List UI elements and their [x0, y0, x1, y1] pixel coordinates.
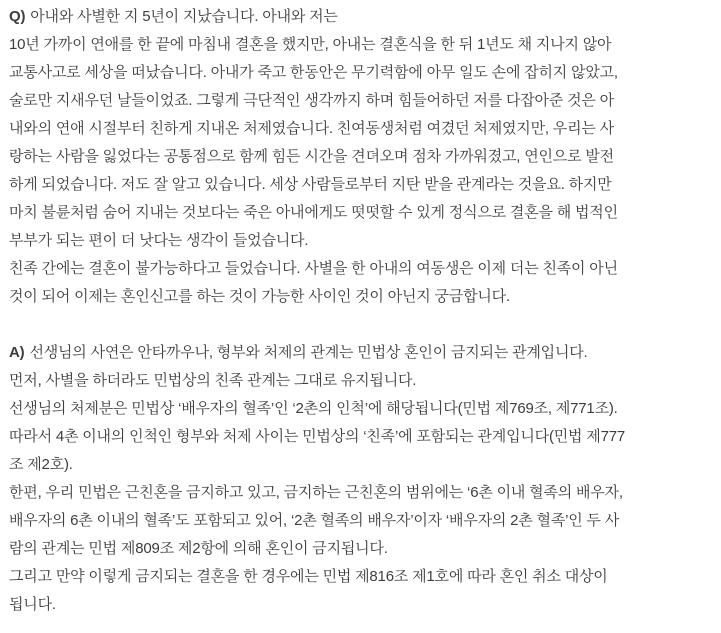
answer-line: 람의 관계는 민법 제809조 제2항에 의해 혼인이 금지됩니다.	[9, 540, 388, 557]
question-line	[9, 3, 713, 31]
question-line: 교통사고로 세상을 떠났습니다. 아내가 죽고 한동안은 무기력함에 아무 일도 손에 잡히지 않았고,	[9, 64, 618, 81]
answer-line: 먼저, 사별을 하더라도 민법상의 친족 관계는 그대로 유지됩니다.	[9, 372, 417, 389]
answer-line: 배우자의 6촌 이내의 혈족’도 포함되고 있어, ‘2촌 혈족의 배우자’이자 ‘배우자의 2촌 혈족’인 두 사	[9, 512, 620, 529]
question-line: 것이 되어 이제는 혼인신고를 하는 것이 가능한 사이인 것이 아닌지 궁금합니다.	[9, 288, 510, 305]
question-line: 10년 가까이 연애를 한 끝에 마침내 결혼을 했지만, 아내는 결혼식을 한 뒤 1년도 채 지나지 않아	[9, 36, 612, 53]
answer-line: 그리고 만약 이렇게 금지되는 결혼을 한 경우에는 민법 제816조 제1호에 따라 혼인 취소 대상이	[9, 568, 608, 585]
question-line: 친족 간에는 결혼이 불가능하다고 들었습니다. 사별을 한 아내의 여동생은 이제 더는 친족이 아닌	[9, 260, 618, 277]
question-line: 랑하는 사람을 잃었다는 공통점으로 함께 힘든 시간을 견뎌오며 점차 가까워졌고, 연인으로 발전	[9, 148, 614, 165]
question-prefix: Q)	[9, 8, 26, 25]
answer-line: 한편, 우리 민법은 근친혼을 금지하고 있고, 금지하는 근친혼의 범위에는 ‘6촌 이내 혈족의 배우자,	[9, 484, 623, 501]
answer-prefix: A)	[9, 344, 25, 361]
answer-line: 됩니다.	[9, 596, 56, 613]
answer-line-text: 선생님의 사연은 안타까우나, 형부와 처제의 관계는 민법상 혼인이 금지되는 관계입니다.	[29, 344, 588, 361]
answer-line: 따라서 4촌 이내의 인척인 형부와 처제 사이는 민법상의 ‘친족’에 포함되는 관계입니다(민법 제777	[9, 428, 626, 445]
answer-block	[9, 339, 713, 619]
question-block	[9, 3, 713, 311]
answer-line: 조 제2호).	[9, 456, 73, 473]
answer-line	[9, 339, 713, 367]
answer-line: 선생님의 처제분은 민법상 ‘배우자의 혈족’인 ‘2촌의 인척’에 해당됩니다(민법 제769조, 제771조).	[9, 400, 618, 417]
question-line-text: 아내와 사별한 지 5년이 지났습니다. 아내와 저는	[30, 8, 338, 25]
section-divider-space	[9, 311, 713, 339]
question-line: 부부가 되는 편이 더 낫다는 생각이 들었습니다.	[9, 232, 309, 249]
question-line: 하게 되었습니다. 저도 잘 알고 있습니다. 세상 사람들로부터 지탄 받을 관계라는 것을요. 하지만	[9, 176, 612, 193]
question-line: 술로만 지새우던 날들이었죠. 그렇게 극단적인 생각까지 하며 힘들어하던 저를 다잡아준 것은 아	[9, 92, 614, 109]
question-line: 마치 불륜처럼 숨어 지내는 것보다는 죽은 아내에게도 떳떳할 수 있게 정식으로 결혼을 해 법적인	[9, 204, 618, 221]
question-line: 내와의 연애 시절부터 친하게 지내온 처제였습니다. 친여동생처럼 여겼던 처제였지만, 우리는 사	[9, 120, 614, 137]
